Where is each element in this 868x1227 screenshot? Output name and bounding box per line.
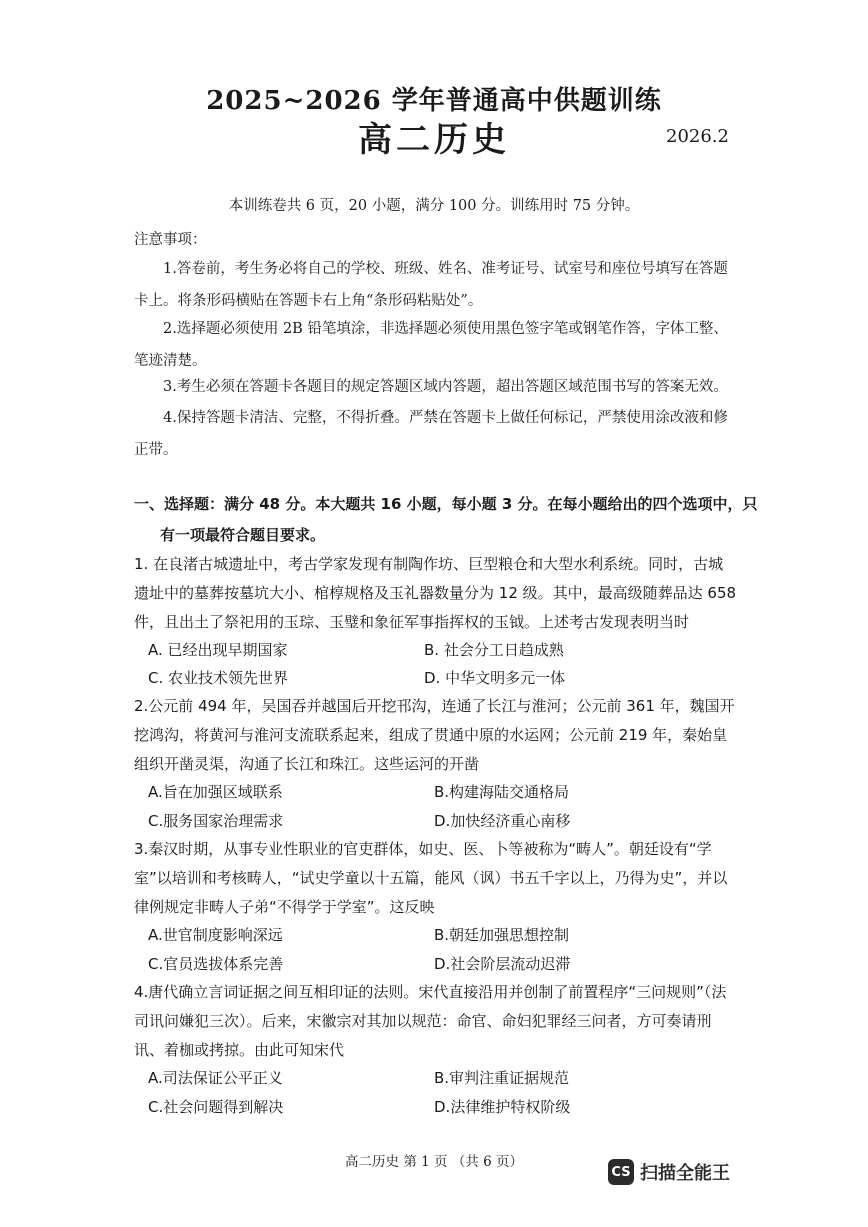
exam-intro: 本训练卷共 6 页，20 小题，满分 100 分。训练用时 75 分钟。 [228,198,640,214]
question-option: D.社会阶层流动迟滞 [434,955,571,973]
question-stem: 1. 在良渚古城遗址中，考古学家发现有制陶作坊、巨型粮仓和大型水利系统。同时，古城遗址中的墓葬按墓坑大小、棺椁规格及玉礼器数量分为 12 级。其中，最高级随葬品达 658 件，且出土了祭祀用的玉琮、玉璧和象征军事指挥权的玉钺。上述考古发现表明当时 [134,555,737,631]
question-option: B.朝廷加强思想控制 [434,926,570,944]
question-option: C.官员选拔体系完善 [148,955,284,973]
question-option: B. 社会分工日趋成熟 [424,641,564,659]
question-option: B.构建海陆交通格局 [434,783,570,801]
question-option: C. 农业技术领先世界 [148,669,289,687]
question-stem: 3.秦汉时期，从事专业性职业的官吏群体，如史、医、卜等被称为“畴人”。朝廷设有“学室”以培训和考核畴人，“试史学童以十五篇，能风（讽）书五千字以上，乃得为史”，并以律例规定非畴人子弟“不得学于学室”。这反映 [134,840,728,916]
exam-title: 2025~2026 学年普通高中供题训练 [206,86,662,116]
cs-logo-icon: CS [608,1159,634,1185]
question-stem: 4.唐代确立言词证据之间互相印证的法则。宋代直接沿用并创制了前置程序“三问规则”（法司讯问嫌犯三次）。后来，宋徽宗对其加以规范：命官、命妇犯罪经三问者，方可奏请刑讯、着枷或拷掠。由此可知宋代 [134,983,727,1059]
question-option: C.社会问题得到解决 [148,1098,284,1116]
question-option: A.司法保证公平正义 [148,1069,283,1087]
question-option: A.旨在加强区域联系 [148,783,283,801]
question-option: B.审判注重证据规范 [434,1069,570,1087]
question-stem: 2.公元前 494 年，吴国吞并越国后开挖邗沟，连通了长江与淮河；公元前 361 年，魏国开挖鸿沟，将黄河与淮河支流联系起来，组成了贯通中原的水运网；公元前 219 年，秦始皇组织开凿灵渠，沟通了长江和珠江。这些运河的开凿 [134,697,735,773]
note-item: 2.选择题必须使用 2B 铅笔填涂，非选择题必须使用黑色签字笔或钢笔作答，字体工整、笔迹清楚。 [134,321,728,369]
note-item: 3.考生必须在答题卡各题目的规定答题区域内答题，超出答题区域范围书写的答案无效。 [163,379,728,395]
question-option: D.加快经济重心南移 [434,812,571,830]
question-option: A.世官制度影响深远 [148,926,283,944]
watermark-text: 扫描全能王 [640,1163,730,1184]
notes-heading: 注意事项： [134,232,207,248]
question-option: D.法律维护特权阶级 [434,1098,571,1116]
exam-date: 2026.2 [666,126,729,147]
note-item: 1.答卷前，考生务必将自己的学校、班级、姓名、准考证号、试室号和座位号填写在答题卡上。将条形码横贴在答题卡右上角“条形码粘贴处”。 [134,261,728,309]
page-footer: 高二历史 第 1 页 （共 6 页） [345,1154,523,1170]
subject-title: 高二历史 [358,120,510,160]
question-option: C.服务国家治理需求 [148,812,284,830]
scanner-watermark [608,1159,730,1185]
question-option: A. 已经出现早期国家 [148,641,288,659]
section-heading: 一、选择题：满分 48 分。本大题共 16 小题，每小题 3 分。在每小题给出的四个选项中，只有一项最符合题目要求。 [134,495,758,544]
question-option: D. 中华文明多元一体 [424,669,566,687]
note-item: 4.保持答题卡清洁、完整，不得折叠。严禁在答题卡上做任何标记，严禁使用涂改液和修正带。 [134,410,728,458]
